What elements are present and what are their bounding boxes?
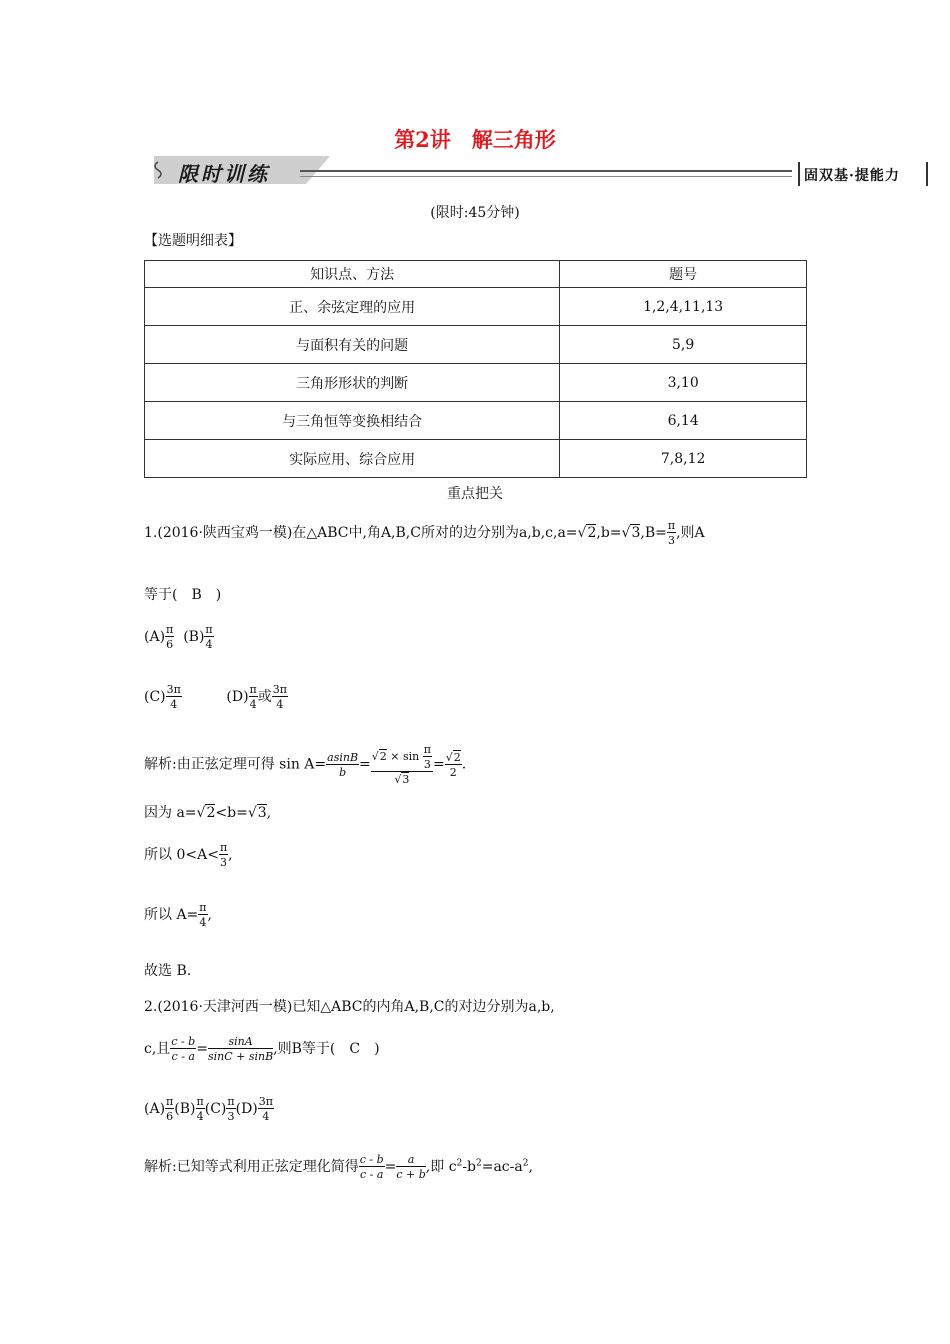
q2-solution: 解析:已知等式利用正弦定理化简得 $\frac{c - b}{c - a}$ = $\frac{a}{c + b}$ ,即 $c^2-b^2=ac-a^2$, (144, 1153, 533, 1181)
fraction: $\frac{\pi}{6}$ (166, 1095, 174, 1123)
fraction: $\frac{\pi}{3}$ (227, 1095, 235, 1123)
column-header: 题号 (560, 261, 807, 288)
fraction: √2 × sin $\frac{\pi}{3}$ √3 (371, 743, 431, 786)
q2-stem: 2.(2016·天津河西一模)已知△ABC的内角A,B,C的对边分别为a,b, (144, 999, 555, 1015)
table-row (145, 402, 807, 440)
table-row (145, 288, 807, 326)
q1-solution-line5: 故选 B. (144, 963, 192, 979)
table-cell: 1,2,4,11,13 (560, 288, 807, 326)
fraction: $\frac{\pi}{4}$ (199, 901, 207, 929)
topic-table (144, 260, 807, 478)
sqrt-2: √2 (577, 525, 597, 541)
fraction: $\frac{\pi}{4}$ (205, 623, 213, 651)
column-header: 知识点、方法 (145, 261, 560, 288)
q1-solution-line2: 因为 a=√2<b=√3, (144, 805, 272, 821)
fraction: $\frac{\pi}{6}$ (166, 623, 174, 651)
q1-solution-line4: 所以 A= $\frac{\pi}{4}$ , (144, 901, 212, 929)
table-heading: 【选题明细表】 (144, 233, 242, 249)
fraction: $\frac{3\pi}{4}$ (258, 1095, 273, 1123)
tagline: 固双基·提能力 (804, 168, 900, 184)
fraction: $\frac{√2}{2}$ (445, 750, 461, 779)
fraction: $\frac{\pi}{3}$ (667, 519, 676, 547)
fraction: $\frac{3\pi}{4}$ (166, 683, 181, 711)
table-header-row (145, 261, 807, 288)
fraction: $\frac{\sin A}{\sin C + \sin B}$ (207, 1035, 274, 1063)
header-rule-thin (300, 176, 792, 177)
table-cell: 与面积有关的问题 (145, 326, 560, 364)
section-heading: 重点把关 (447, 486, 503, 502)
q1-solution-line1: 解析:由正弦定理可得 sin A= $\frac{asinB}{b}$ = √2 × sin $\frac{\pi}{3}$ √3 = $\frac{√2}{2}$ . (144, 743, 467, 786)
fraction: $\frac{c - b}{c - a}$ (171, 1035, 196, 1063)
fraction: $\frac{\pi}{4}$ (249, 683, 257, 711)
table-cell: 正、余弦定理的应用 (145, 288, 560, 326)
sqrt-3: √3 (621, 525, 641, 541)
table-cell: 3,10 (560, 364, 807, 402)
page-title: 第2讲 解三角形 (394, 127, 556, 152)
table-cell: 7,8,12 (560, 440, 807, 478)
table-row (145, 364, 807, 402)
q1-stem: 1.(2016·陕西宝鸡一模)在△ABC中,角A,B,C所对的边分别为a,b,c,a=√2,b=√3,B= $\frac{\pi}{3}$ ,则A (144, 519, 705, 547)
q2-options: (A) $\frac{\pi}{6}$ (B) $\frac{\pi}{4}$ (C) $\frac{\pi}{3}$ (D) $\frac{3\pi}{4}$ (144, 1095, 273, 1123)
fraction: $\frac{c - b}{c - a}$ (359, 1153, 384, 1181)
header-rule (300, 170, 792, 172)
table-cell: 5,9 (560, 326, 807, 364)
time-limit: (限时:45分钟) (430, 205, 520, 221)
fraction: $\frac{\pi}{4}$ (196, 1095, 204, 1123)
fraction: $\frac{a}{c + b}$ (396, 1153, 426, 1181)
banner-label: 限时训练 (178, 162, 270, 186)
table-cell: 与三角恒等变换相结合 (145, 402, 560, 440)
table-cell: 三角形形状的判断 (145, 364, 560, 402)
fraction: $\frac{\pi}{3}$ (219, 841, 228, 869)
q1-options-ab: (A) $\frac{\pi}{6}$ (B) $\frac{\pi}{4}$ (144, 623, 213, 651)
fraction: $\frac{asinB}{b}$ (327, 750, 359, 779)
table-row (145, 440, 807, 478)
q2-stem-line2: c,且 $\frac{c - b}{c - a}$ = $\frac{\sin A}{\sin C + \sin B}$ ,则B等于( C ) (144, 1035, 380, 1063)
table-cell: 6,14 (560, 402, 807, 440)
q1-solution-line3: 所以 0<A< $\frac{\pi}{3}$ , (144, 841, 233, 869)
table-cell: 实际应用、综合应用 (145, 440, 560, 478)
fraction: $\frac{3\pi}{4}$ (272, 683, 288, 711)
table-row (145, 326, 807, 364)
q1-options-cd: (C) $\frac{3\pi}{4}$ (D) $\frac{\pi}{4}$ 或 $\frac{3\pi}{4}$ (144, 683, 288, 711)
q1-stem-answer: 等于( B ) (144, 587, 222, 603)
